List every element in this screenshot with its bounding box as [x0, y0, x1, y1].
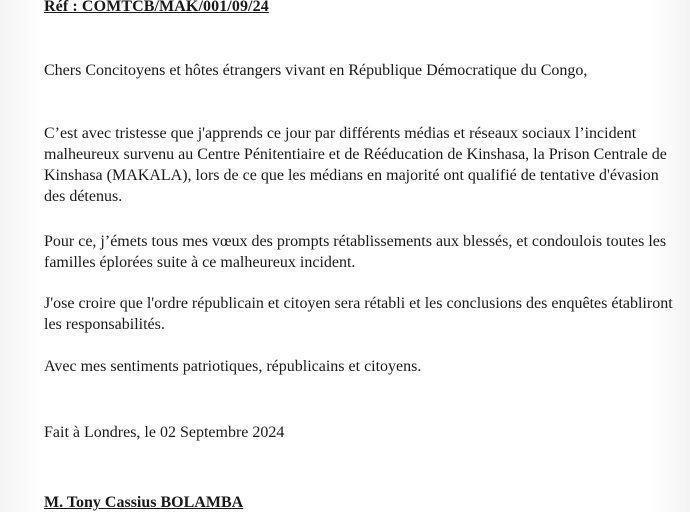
greeting-paragraph: Chers Concitoyens et hôtes étrangers vivant en République Démocratique du Congo, — [44, 62, 588, 79]
closing-line: Avec mes sentiments patriotiques, républicains et citoyens. — [44, 358, 422, 375]
responsibility-paragraph: J'ose croire que l'ordre républicain et citoyen sera rétabli et les conclusions des enquêtes établiront les responsabilités. — [44, 295, 673, 333]
incident-paragraph: C’est avec tristesse que j'apprends ce jour par différents médias et réseaux sociaux l’incident malheureux survenu au Centre Pénitentiaire et de Rééducation de Kinshasa, la Prison Centrale de Kinshasa (MAKALA), lors de ce que les médians en majorité ont qualifié de tentative d'évasion des détenus. — [44, 125, 667, 205]
place-date-line: Fait à Londres, le 02 Septembre 2024 — [44, 424, 285, 441]
signatory-name: M. Tony Cassius BOLAMBA — [44, 494, 244, 511]
condolences-paragraph: Pour ce, j’émets tous mes vœux des prompts rétablissements aux blessés, et condoulois toutes les familles éplorées suite à ce malheureux incident. — [44, 233, 667, 271]
reference-number: Réf : COMTCB/MAK/001/09/24 — [44, 0, 269, 15]
